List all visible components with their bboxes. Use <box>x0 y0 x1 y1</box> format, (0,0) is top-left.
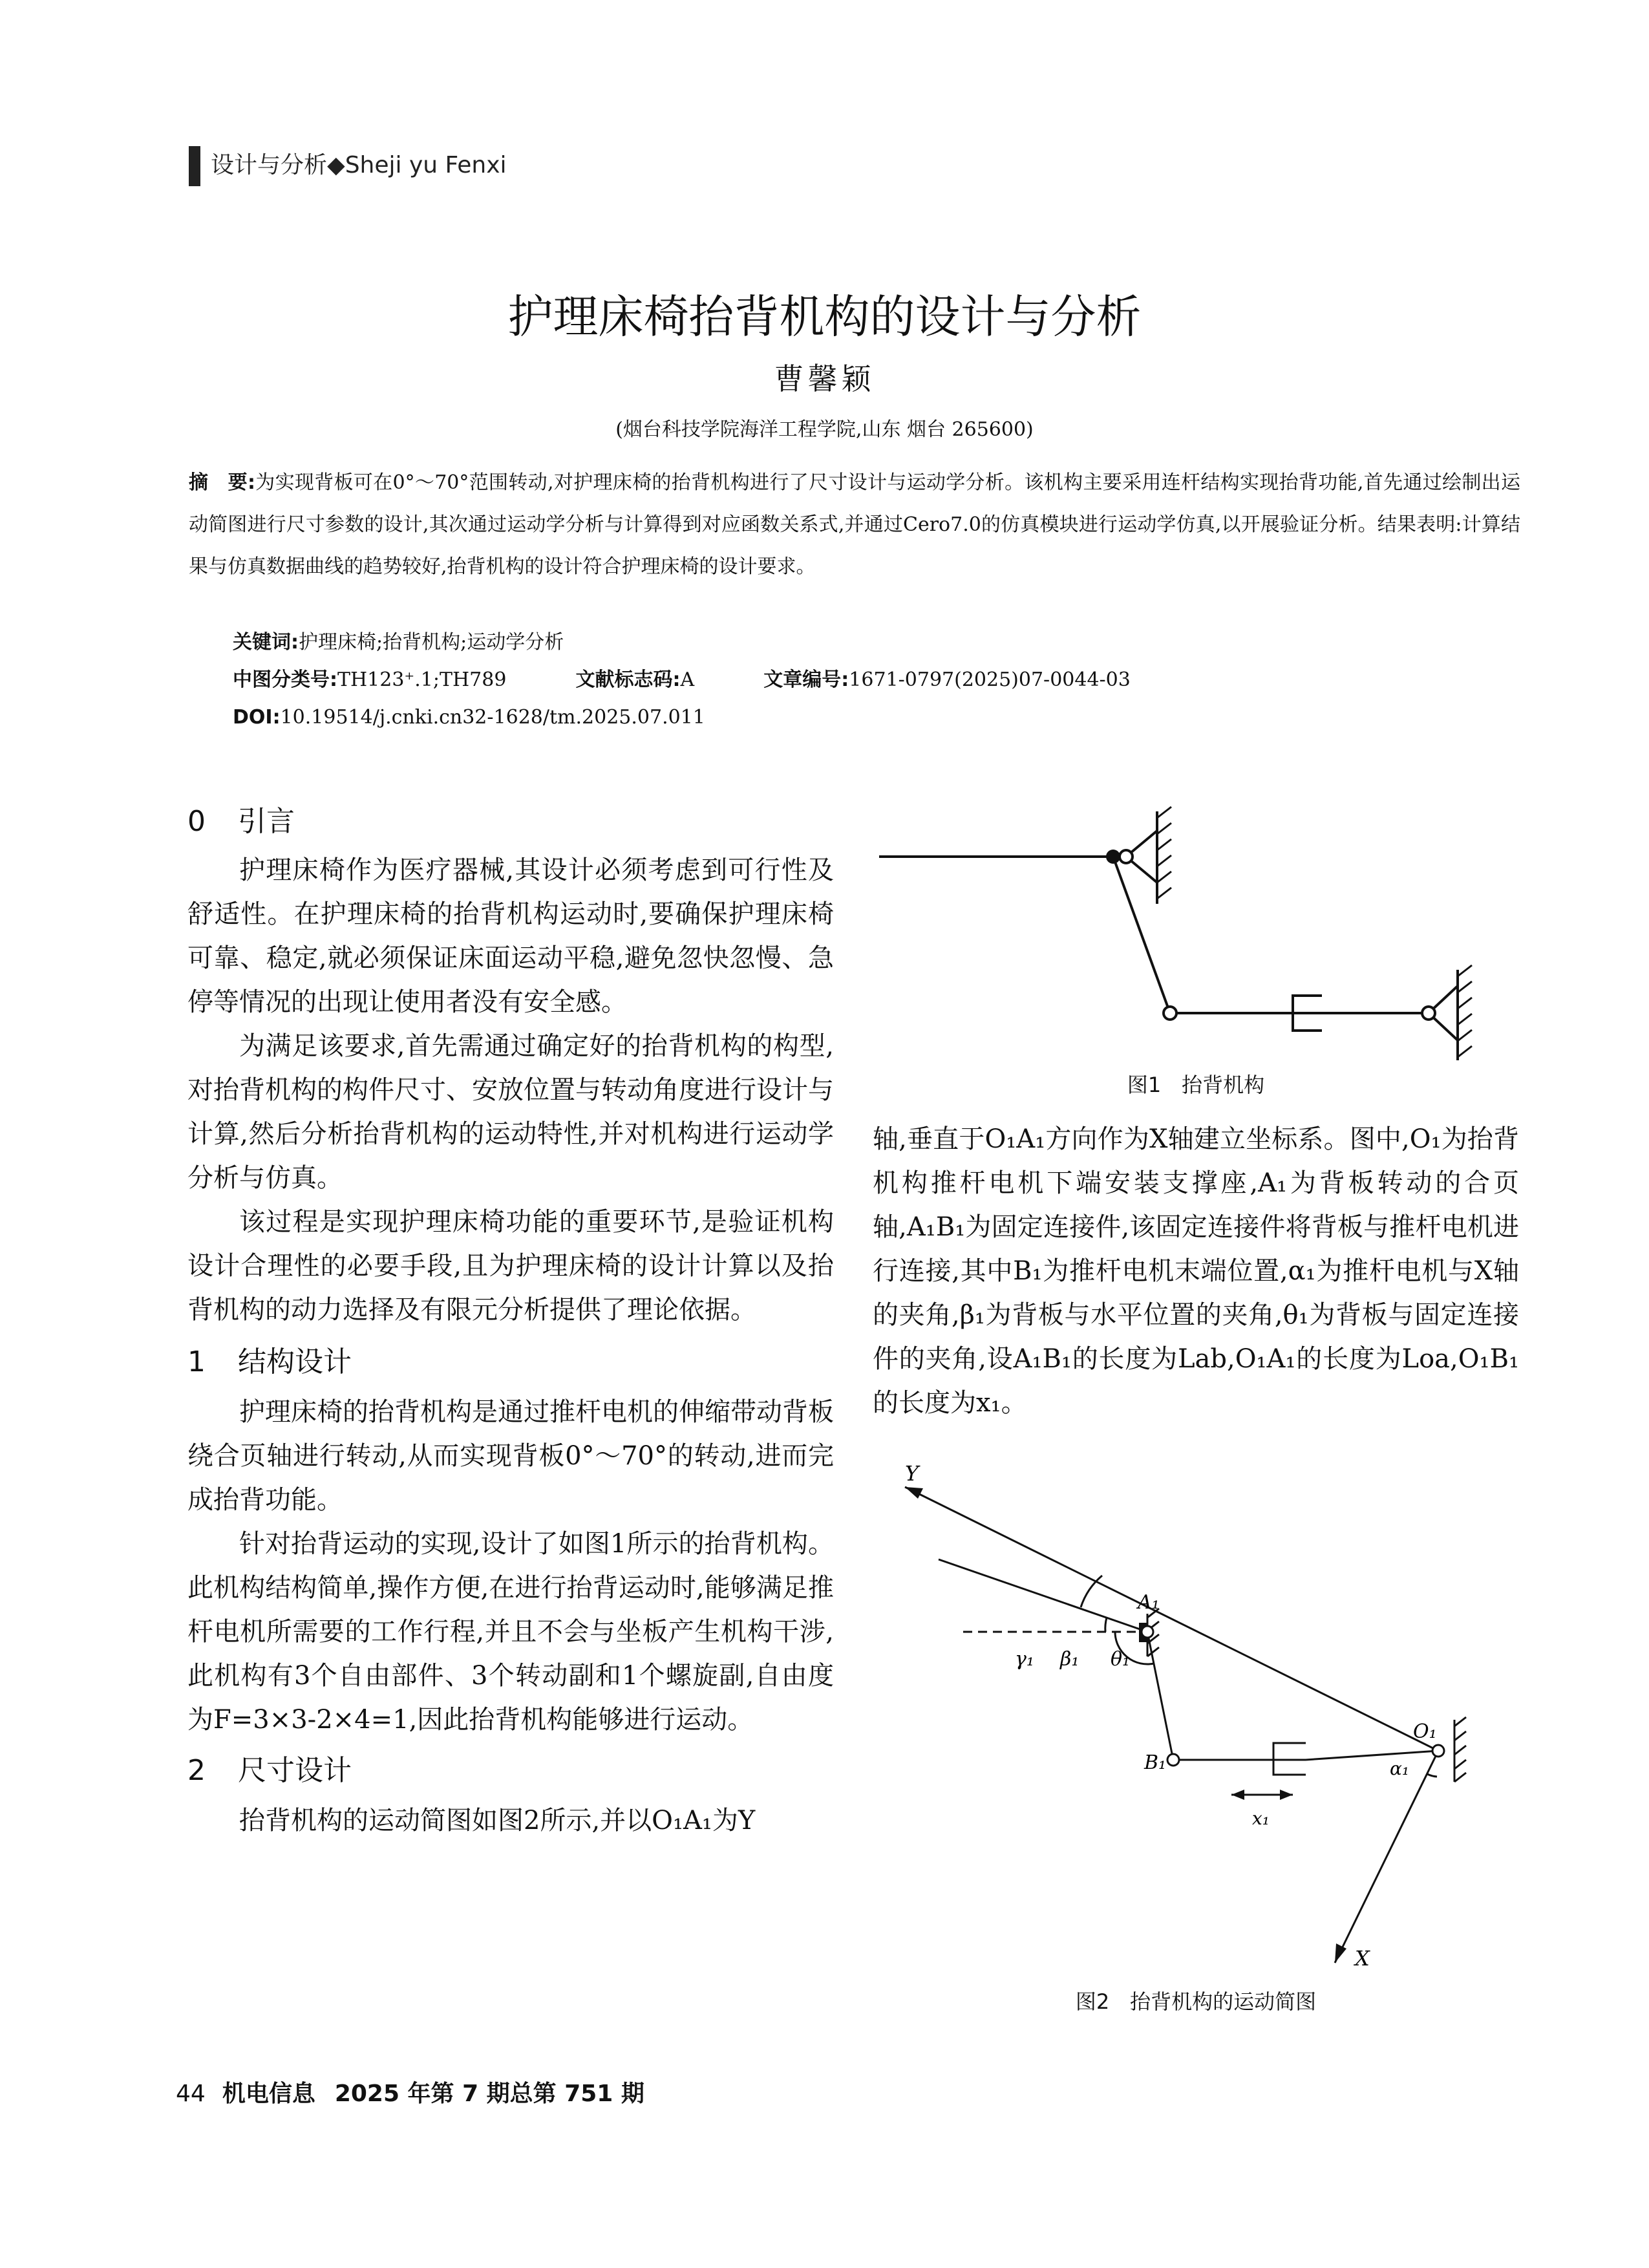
issue-info: 2025 年第 7 期总第 751 期 <box>334 2081 644 2107</box>
page-footer <box>176 2078 644 2110</box>
abstract-text: 为实现背板可在0°～70°范围转动,对护理床椅的抬背机构进行了尺寸设计与运动学分析。该机构主要采用连杆结构实现抬背功能,首先通过绘制出运动简图进行尺寸参数的设计,其次通过运动学分析与计算得到对应函数关系式,并通过Cero7.0的仿真模块进行运动学仿真,以开展验证分析。结果表明:计算结果与仿真数据曲线的趋势较好,抬背机构的设计符合护理床椅的设计要求。 <box>189 471 1520 578</box>
doi-label: DOI: <box>233 706 281 729</box>
header-bar <box>189 146 200 186</box>
o1-joint <box>1432 1745 1444 1757</box>
label-beta1: β₁ <box>1060 1648 1080 1671</box>
clc-value: TH123⁺.1;TH789 <box>337 669 507 691</box>
section-0-heading: 0 引言 <box>187 805 295 838</box>
link-joint <box>1164 1007 1176 1020</box>
doc-code-label: 文献标志码: <box>575 669 681 691</box>
header-diamond: ◆ <box>327 152 345 178</box>
keywords <box>233 626 564 659</box>
doc-code-value: A <box>680 669 695 691</box>
article-no-value: 1671-0797(2025)07-0044-03 <box>849 669 1131 691</box>
affiliation: (烟台科技学院海洋工程学院,山东 烟台 265600) <box>615 418 1034 441</box>
journal-name: 机电信息 <box>222 2081 315 2107</box>
gamma-arc <box>1081 1576 1102 1607</box>
section-2-heading: 2 尺寸设计 <box>187 1754 352 1787</box>
paragraph-0-1: 护理床椅作为医疗器械,其设计必须考虑到可行性及舒适性。在护理床椅的抬背机构运动时,要确保护理床椅可靠、稳定,就必须保证床面运动平稳,避免忽快忽慢、急停等情况的出现让使用者没有安全感。 <box>187 855 834 1017</box>
y-axis-line <box>905 1487 1438 1751</box>
right-column-text <box>873 1117 1519 1425</box>
doi-line <box>233 701 705 734</box>
label-b1: B₁ <box>1144 1751 1167 1774</box>
page-number: 44 <box>176 2081 206 2107</box>
label-theta1: θ₁ <box>1111 1648 1131 1671</box>
label-alpha1: α₁ <box>1390 1758 1410 1779</box>
keywords-text: 护理床椅;抬背机构;运动学分析 <box>299 631 564 654</box>
doi-value: 10.19514/j.cnki.cn32-1628/tm.2025.07.011 <box>280 706 705 729</box>
base-joint <box>1422 1007 1435 1020</box>
figure-2-diagram <box>873 1448 1519 1972</box>
clc-label: 中图分类号: <box>233 669 337 691</box>
x-axis-line <box>1335 1751 1438 1963</box>
paragraph-2-2: 轴,垂直于O₁A₁方向作为X轴建立坐标系。图中,O₁为抬背机构推杆电机下端安装支撑座,A₁为背板转动的合页轴,A₁B₁为固定连接件,该固定连接件将背板与推杆电机进行连接,其中B₁为推杆电机末端位置,α₁为推杆电机与X轴的夹角,β₁为背板与水平位置的夹角,θ₁为背板与固定连接件的夹角,设A₁B₁的长度为Lab,O₁A₁的长度为Loa,O₁B₁的长度为x₁。 <box>873 1124 1519 1418</box>
paragraph-1-1: 护理床椅的抬背机构是通过推杆电机的伸缩带动背板绕合页轴进行转动,从而实现背板0°～70°的转动,进而完成抬背功能。 <box>187 1397 834 1515</box>
connector-line <box>1147 1632 1173 1760</box>
figure-1-caption: 图1 抬背机构 <box>1127 1073 1265 1097</box>
label-y: Y <box>905 1461 919 1486</box>
paragraph-0-2: 为满足该要求,首先需通过确定好的抬背机构的构型,对抬背机构的构件尺寸、安放位置与转动角度进行设计与计算,然后分析抬背机构的运动特性,并对机构进行运动学分析与仿真。 <box>187 1031 834 1193</box>
header-section-pinyin: Sheji yu Fenxi <box>345 152 507 178</box>
label-a1: A₁ <box>1138 1591 1160 1614</box>
paragraph-0-3: 该过程是实现护理床椅功能的重要环节,是验证机构设计合理性的必要手段,且为护理床椅的设计计算以及抬背机构的动力选择及有限元分析提供了理论依据。 <box>187 1207 834 1325</box>
a1-joint <box>1142 1626 1153 1638</box>
actuator-body-line <box>1306 1751 1438 1760</box>
paragraph-1-2: 针对抬背运动的实现,设计了如图1所示的抬背机构。此机构结构简单,操作方便,在进行抬背运动时,能够满足推杆电机所需要的工作行程,并且不会与坐板产生机构干涉,此机构有3个自由部件、3个转动副和1个螺旋副,自由度为F=3×3-2×4=1,因此抬背机构能够进行运动。 <box>187 1529 834 1735</box>
article-no-label: 文章编号: <box>763 669 849 691</box>
figure-2-caption: 图2 抬背机构的运动简图 <box>1075 1989 1317 2014</box>
label-x: X <box>1355 1946 1370 1971</box>
alpha-arc <box>1427 1774 1437 1777</box>
b1-joint <box>1167 1754 1179 1766</box>
x-arrowhead <box>1335 1943 1346 1963</box>
section-1-heading: 1 结构设计 <box>187 1345 352 1378</box>
header-section-cn: 设计与分析 <box>211 152 328 178</box>
y-arrowhead <box>905 1487 923 1499</box>
label-gamma1: γ₁ <box>1015 1648 1034 1671</box>
figure-1-diagram <box>873 802 1519 1086</box>
paragraph-2-1: 抬背机构的运动简图如图2所示,并以O₁A₁为Y <box>239 1806 756 1835</box>
label-o1: O₁ <box>1413 1720 1437 1743</box>
hinge-joint <box>1106 850 1120 864</box>
paper-title: 护理床椅抬背机构的设计与分析 <box>507 290 1142 343</box>
abstract-label: 摘 要: <box>189 471 255 494</box>
backrest-line <box>939 1559 1147 1632</box>
label-x1: x₁ <box>1252 1808 1270 1829</box>
running-header <box>211 147 507 184</box>
beta-arc <box>1105 1618 1107 1632</box>
classification-line <box>233 663 1131 697</box>
abstract <box>189 462 1520 588</box>
left-column <box>187 802 834 1843</box>
keywords-label: 关键词: <box>233 631 299 654</box>
author: 曹馨颖 <box>774 361 875 396</box>
